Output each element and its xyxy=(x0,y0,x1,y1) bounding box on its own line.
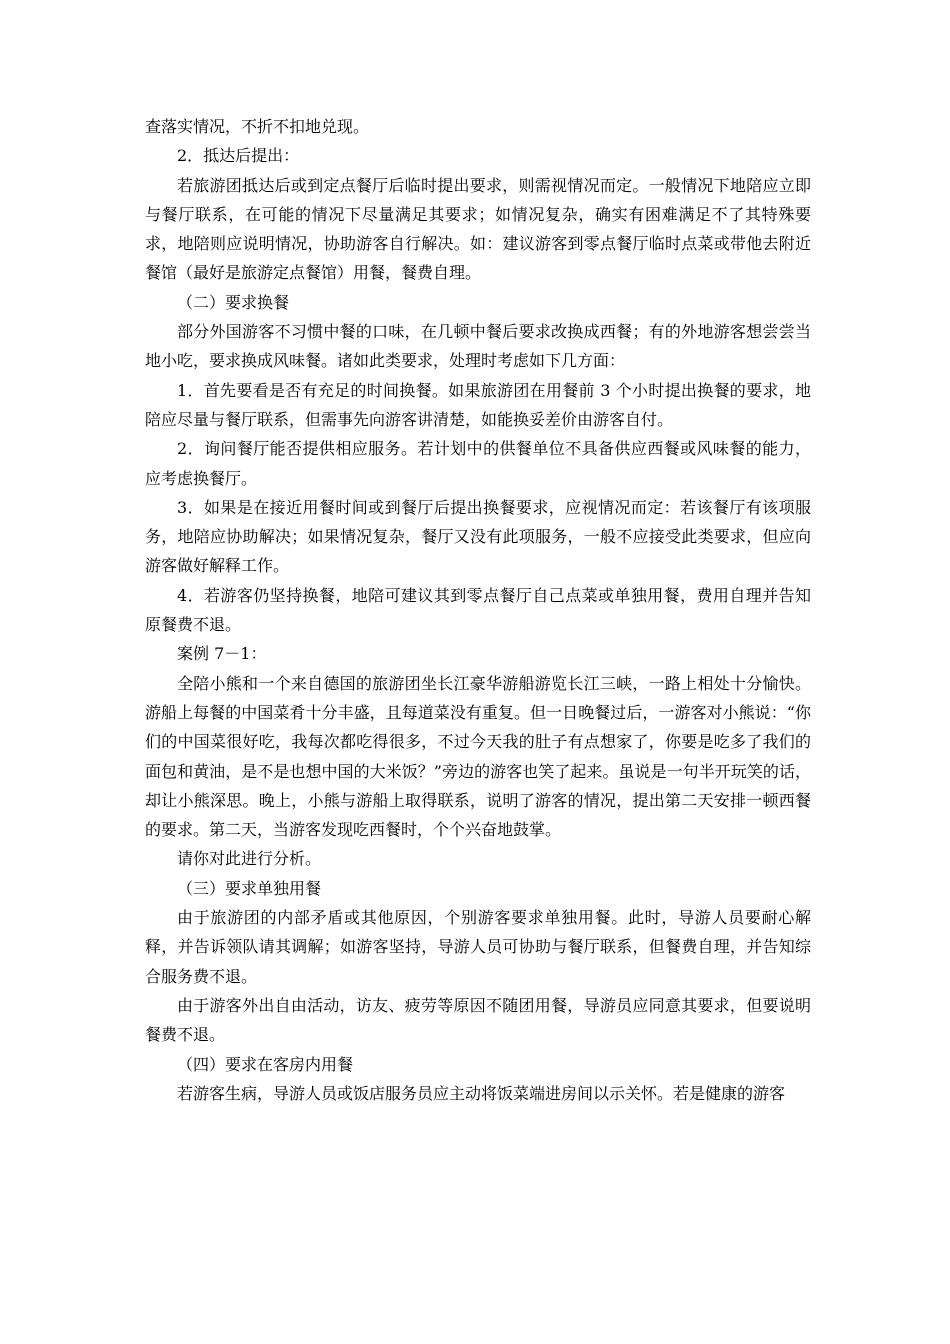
paragraph: 由于游客外出自由活动，访友、疲劳等原因不随团用餐，导游员应同意其要求，但要说明餐费不退。 xyxy=(145,995,811,1045)
case-heading: 案例 7－1： xyxy=(177,644,267,664)
paragraph: 由于旅游团的内部矛盾或其他原因，个别游客要求单独用餐。此时，导游人员要耐心解释，并告诉领队请其调解；如游客坚持，导游人员可协助与餐厅联系，但餐费自理，并告知综合服务费不退。 xyxy=(145,908,811,986)
paragraph: 若游客生病，导游人员或饭店服务员应主动将饭菜端进房间以示关怀。若是健康的游客 xyxy=(177,1083,786,1103)
section-heading-room-meal: （四）要求在客房内用餐 xyxy=(177,1054,354,1074)
case-paragraph: 全陪小熊和一个来自德国的旅游团坐长江豪华游船游览长江三峡，一路上相处十分愉快。游船上每餐的中国菜肴十分丰盛，且每道菜没有重复。但一日晚餐过后，一游客对小熊说：“你们的中国菜很好吃，我每次都吃得很多，不过今天我的肚子有点想家了，你要是吃多了我们的面包和黄油，是不是也想中国的大米饭？”旁边的游客也笑了起来。虽说是一句半开玩笑的话，却让小熊深思。晚上，小熊与游船上取得联系，说明了游客的情况，提出第二天安排一顿西餐的要求。第二天，当游客发现吃西餐时，个个兴奋地鼓掌。 xyxy=(145,673,811,840)
list-item-3: 3．如果是在接近用餐时间或到餐厅后提出换餐要求，应视情况而定：若该餐厅有该项服务，地陪应协助解决；如果情况复杂，餐厅又没有此项服务，一般不应接受此类要求，但应向游客做好解释工作。 xyxy=(145,497,811,576)
section-heading-change-meal: （二）要求换餐 xyxy=(177,292,290,312)
paragraph: 若旅游团抵达后或到定点餐厅后临时提出要求，则需视情况而定。一般情况下地陪应立即与餐厅联系，在可能的情况下尽量满足其要求；如情况复杂，确实有困难满足不了其特殊要求，地陪则应说明情况，协助游客自行解决。如：建议游客到零点餐厅临时点菜或带他去附近餐馆（最好是旅游定点餐馆）用餐，餐费自理。 xyxy=(145,175,811,283)
paragraph: 部分外国游客不习惯中餐的口味，在几顿中餐后要求改换成西餐；有的外地游客想尝尝当地小吃，要求换成风味餐。诸如此类要求，处理时考虑如下几方面： xyxy=(145,322,811,371)
list-item-4: 4．若游客仍坚持换餐，地陪可建议其到零点餐厅自己点菜或单独用餐，费用自理并告知原餐费不退。 xyxy=(145,585,811,635)
document-page xyxy=(145,112,811,1108)
list-item-2: 2．询问餐厅能否提供相应服务。若计划中的供餐单位不具备供应西餐或风味餐的能力，应考虑换餐厅。 xyxy=(145,439,811,488)
paragraph-continuation: 查落实情况，不折不扣地兑现。 xyxy=(145,117,370,136)
paragraph: 请你对此进行分析。 xyxy=(177,849,322,869)
subheading-arrival: 2．抵达后提出： xyxy=(177,146,300,166)
list-item-1: 1．首先要看是否有充足的时间换餐。如果旅游团在用餐前 3 个小时提出换餐的要求，地陪应尽量与餐厅联系，但需事先向游客讲清楚，如能换妥差价由游客自付。 xyxy=(145,380,811,429)
section-heading-separate-meal: （三）要求单独用餐 xyxy=(177,878,322,898)
